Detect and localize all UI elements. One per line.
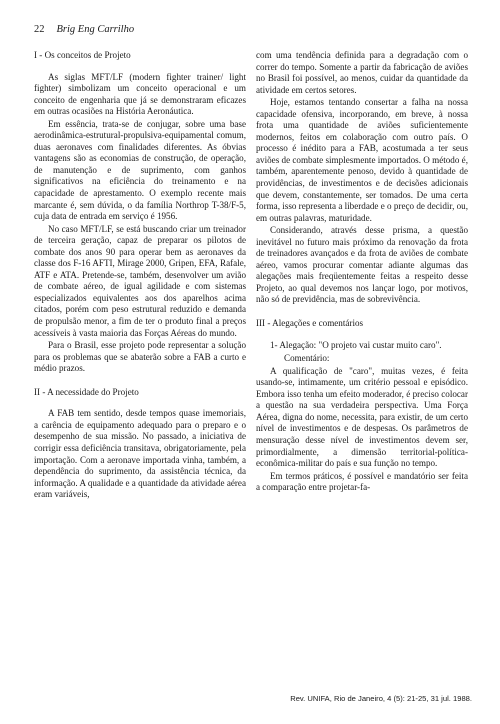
paragraph: No caso MFT/LF, se está buscando criar um treinador de terceira geração, capaz de preparar os pilotos de combate dos anos 90 para operar bem as aeronaves da classe dos F-16 AFTI, Mirage 2000, Gripen, EFA, Rafale, ATF e ATA. Pretende-se, também, desenvolver um avião de combate aéreo, de igual agilidade e com sistemas especializados equivalentes aos dos aparelhos acima citados, porém com peso estrutural reduzido e demanda de propulsão menor, a fim de ter o produto final a preços acessíveis à vasta maioria das Forças Aéreas do mundo.	[34, 223, 246, 338]
paragraph: As siglas MFT/LF (modern fighter trainer/ light fighter) simbolizam um conceito operacional e um conceito de engenharia que já se demonstraram eficazes em outras ocasiões na História Aeronáutica.	[34, 71, 246, 117]
paragraph: com uma tendência definida para a degradação com o correr do tempo. Somente a partir da fabricação de aviões no Brasil foi possível, ao menos, cuidar da quantidade da atividade em certos setores.	[256, 50, 468, 95]
paragraph: Considerando, através desse prisma, a questão inevitável no futuro mais próximo da renovação da frota de treinadores avançados e da frota de aviões de combate aéreo, vamos procurar comentar adiante algumas das alegações mais freqüentemente feitas a respeito desse Projeto, ao qual devemos nos lançar logo, por motivos, não só de previdência, mas de sobrevivência.	[256, 225, 468, 305]
paragraph: A qualificação de "caro", muitas vezes, é feita usando-se, intimamente, um critério pessoal e episódico. Embora isso tenha um efeito moderador, é preciso colocar a questão na sua verdadeira perspectiva. Uma Força Aérea, digna do nome, necessita, para existir, de um certo nível de investimentos e de despesas. Os parâmetros de mensuração desse nível de investimentos devem ser, primordialmente, a dimensão territorial-política-econômica-militar do país e sua função no tempo.	[256, 365, 468, 469]
section-3-title: III - Alegações e comentários	[256, 318, 364, 329]
section-2-title: II - A necessidade do Projeto	[34, 386, 139, 397]
citation-footer: Rev. UNIFA, Rio de Janeiro, 4 (5): 21-25, 31 jul. 1988.	[290, 694, 472, 703]
left-column	[34, 50, 246, 501]
paragraph: A FAB tem sentido, desde tempos quase imemoriais, a carência de equipamento adequado para o preparo e o desempenho de sua missão. No passado, a iniciativa de corrigir essa deficiência transitava, obrigatoriamente, pela importação. Com a aeronave importada vinha, também, a dependência do suprimento, da assistência técnica, da informação. A qualidade e a quantidade da atividade aérea eram variáveis,	[34, 408, 246, 500]
paragraph: Em termos práticos, é possível e mandatório ser feita a comparação entre projetar-fa-	[256, 470, 468, 493]
page-number: 22	[34, 24, 45, 35]
paragraph: Hoje, estamos tentando consertar a falha na nossa capacidade ofensiva, incorporando, em breve, à nossa frota uma quantidade de aviões suficientemente modernos, feitos em colaboração com outro país. O processo é inédito para a FAB, acostumada a ter seus aviões de combate simplesmente importados. O método é, também, aparentemente penoso, devido à quantidade de providências, de investimentos e de decisões adicionais que devem, constantemente, ser tomados. De uma certa forma, isso representa a liberdade e o preço de decidir, ou, em outras palavras, maturidade.	[256, 97, 468, 223]
running-head-author: Brig Eng Carrilho	[56, 24, 135, 35]
section-1-title: I - Os conceitos de Projeto	[34, 50, 131, 60]
right-column	[256, 50, 468, 494]
running-header	[34, 24, 134, 35]
paragraph: Em essência, trata-se de conjugar, sobre uma base aerodinâmica-estrutural-propulsiva-equipamental comum, duas aeronaves com finalidades diferentes. As óbvias vantagens são as economias de construção, de operação, de manutenção e de suprimento, com ganhos significativos na eficiência do treinamento e na capacidade de aprestamento. O exemplo recente mais marcante é, sem dúvida, o da família Northrop T-38/F-5, cuja data de entrada em serviço é 1956.	[34, 118, 246, 222]
claim-text: 1- Alegação: "O projeto vai custar muito caro".	[270, 339, 442, 350]
comment-label: Comentário:	[284, 353, 330, 364]
paragraph: Para o Brasil, esse projeto pode representar a solução para os problemas que se abaterão sobre a FAB a curto e médio prazos.	[34, 340, 246, 374]
